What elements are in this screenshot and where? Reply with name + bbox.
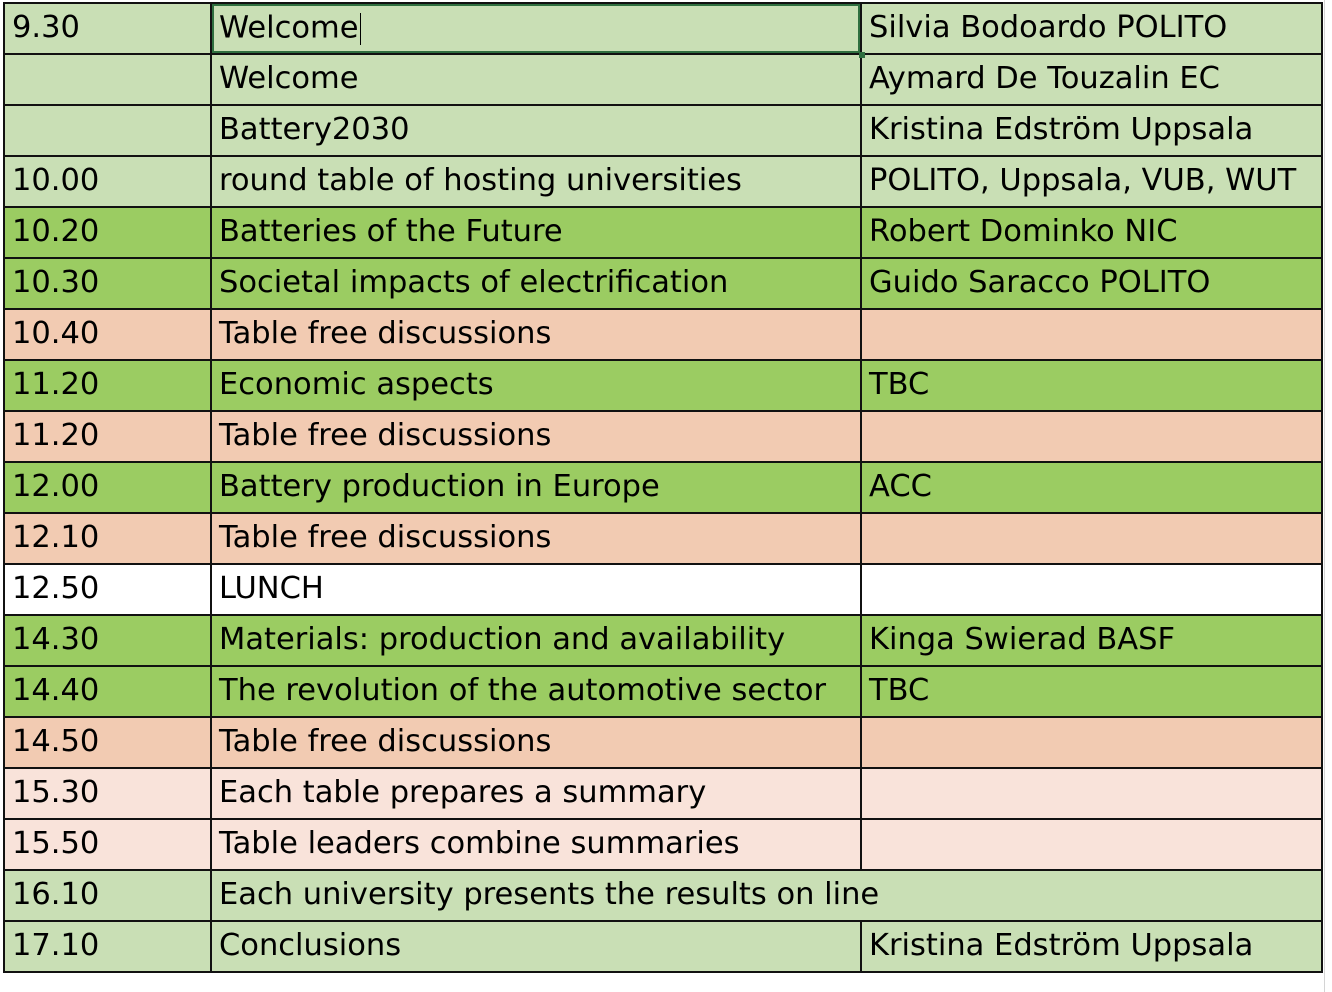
table-row: [4, 360, 1322, 411]
table-row: [4, 921, 1322, 972]
cell-speaker[interactable]: [861, 768, 1322, 819]
cell-speaker[interactable]: Kristina Edström Uppsala: [861, 105, 1322, 156]
cell-topic[interactable]: Societal impacts of electrification: [211, 258, 861, 309]
table-row: [4, 819, 1322, 870]
cell-topic[interactable]: Table leaders combine summaries: [211, 819, 861, 870]
cell-speaker[interactable]: TBC: [861, 360, 1322, 411]
cell-speaker[interactable]: POLITO, Uppsala, VUB, WUT: [861, 156, 1322, 207]
table-row: [4, 207, 1322, 258]
cell-topic[interactable]: Conclusions: [211, 921, 861, 972]
cell-speaker[interactable]: Kinga Swierad BASF: [861, 615, 1322, 666]
cell-topic[interactable]: Table free discussions: [211, 411, 861, 462]
cell-topic[interactable]: Economic aspects: [211, 360, 861, 411]
table-row: [4, 564, 1322, 615]
cell-time[interactable]: 14.50: [4, 717, 211, 768]
spreadsheet-grid[interactable]: [3, 2, 1323, 973]
cell-topic[interactable]: Batteries of the Future: [211, 207, 861, 258]
cell-time[interactable]: [4, 54, 211, 105]
table-row: [4, 156, 1322, 207]
cell-speaker[interactable]: [861, 513, 1322, 564]
cell-speaker[interactable]: Kristina Edström Uppsala: [861, 921, 1322, 972]
table-row: [4, 411, 1322, 462]
cell-speaker[interactable]: [861, 564, 1322, 615]
cell-time[interactable]: [4, 105, 211, 156]
cell-topic[interactable]: Materials: production and availability: [211, 615, 861, 666]
table-row: [4, 870, 1322, 921]
table-row: [4, 717, 1322, 768]
cell-time[interactable]: 15.30: [4, 768, 211, 819]
cell-speaker[interactable]: Guido Saracco POLITO: [861, 258, 1322, 309]
cell-topic[interactable]: Table free discussions: [211, 309, 861, 360]
cell-time[interactable]: 10.30: [4, 258, 211, 309]
text-caret: [360, 13, 362, 45]
cell-topic[interactable]: LUNCH: [211, 564, 861, 615]
cell-topic[interactable]: Battery production in Europe: [211, 462, 861, 513]
table-row: [4, 768, 1322, 819]
table-row: [4, 105, 1322, 156]
table-row: [4, 258, 1322, 309]
table-row: [4, 3, 1322, 54]
cell-time[interactable]: 14.40: [4, 666, 211, 717]
cell-speaker[interactable]: Aymard De Touzalin EC: [861, 54, 1322, 105]
table-row: [4, 309, 1322, 360]
cell-time[interactable]: 16.10: [4, 870, 211, 921]
cell-topic[interactable]: round table of hosting universities: [211, 156, 861, 207]
table-row: [4, 54, 1322, 105]
cell-speaker[interactable]: ACC: [861, 462, 1322, 513]
cell-time[interactable]: 11.20: [4, 411, 211, 462]
cell-speaker[interactable]: Robert Dominko NIC: [861, 207, 1322, 258]
table-row: [4, 615, 1322, 666]
cell-topic[interactable]: The revolution of the automotive sector: [211, 666, 861, 717]
cell-speaker[interactable]: [861, 717, 1322, 768]
cell-speaker[interactable]: TBC: [861, 666, 1322, 717]
cell-speaker[interactable]: [861, 819, 1322, 870]
cell-speaker[interactable]: Silvia Bodoardo POLITO: [861, 3, 1322, 54]
cell-topic[interactable]: Each table prepares a summary: [211, 768, 861, 819]
cell-topic[interactable]: Table free discussions: [211, 513, 861, 564]
cell-speaker[interactable]: [861, 309, 1322, 360]
cell-time[interactable]: 10.40: [4, 309, 211, 360]
cell-time[interactable]: 10.20: [4, 207, 211, 258]
cell-time[interactable]: 9.30: [4, 3, 211, 54]
cell-time[interactable]: 12.50: [4, 564, 211, 615]
gridline: [1324, 0, 1325, 992]
cell-topic[interactable]: Welcome: [211, 54, 861, 105]
cell-time[interactable]: 15.50: [4, 819, 211, 870]
cell-time[interactable]: 11.20: [4, 360, 211, 411]
cell-topic[interactable]: Battery2030: [211, 105, 861, 156]
cell-topic[interactable]: Table free discussions: [211, 717, 861, 768]
table-row: [4, 462, 1322, 513]
cell-time[interactable]: 12.10: [4, 513, 211, 564]
cell-topic[interactable]: Each university presents the results on line: [211, 870, 1322, 921]
cell-topic[interactable]: Welcome: [211, 3, 861, 54]
cell-time[interactable]: 14.30: [4, 615, 211, 666]
cell-speaker[interactable]: [861, 411, 1322, 462]
table-row: [4, 513, 1322, 564]
cell-time[interactable]: 17.10: [4, 921, 211, 972]
cell-time[interactable]: 12.00: [4, 462, 211, 513]
table-row: [4, 666, 1322, 717]
cell-time[interactable]: 10.00: [4, 156, 211, 207]
